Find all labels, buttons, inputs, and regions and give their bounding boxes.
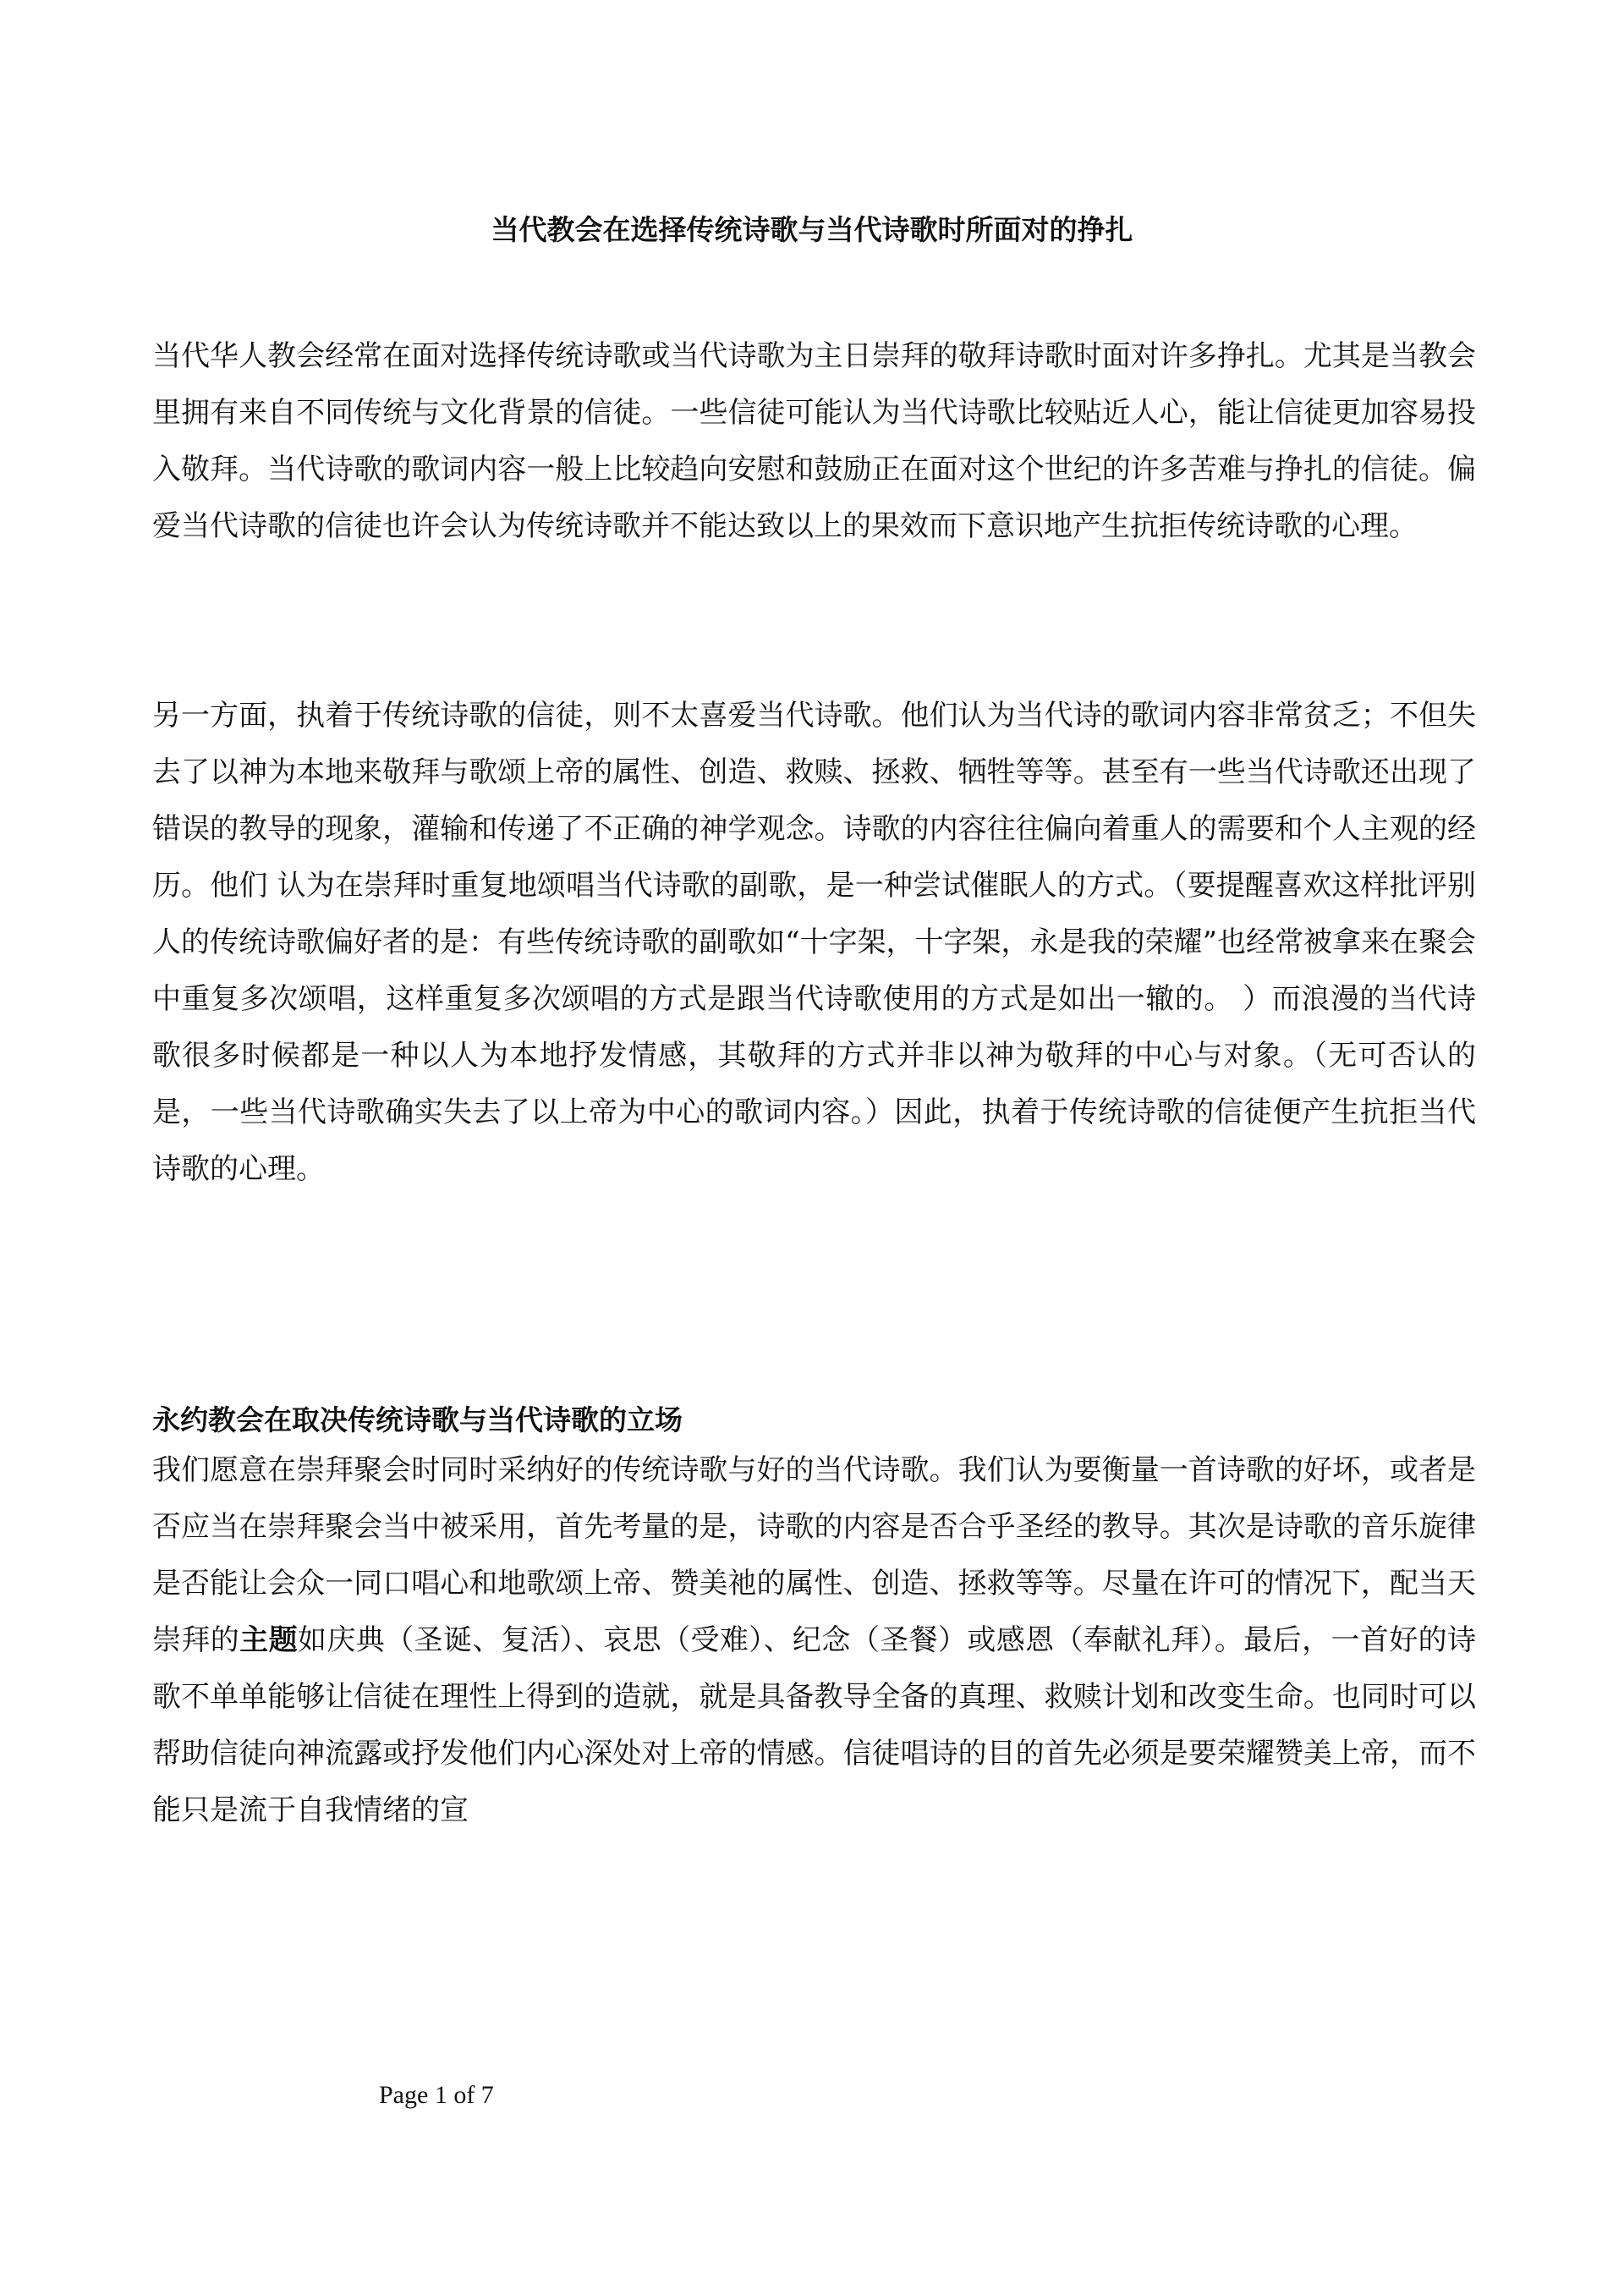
page-number-footer: Page 1 of 7	[379, 2081, 494, 2109]
document-title: 当代教会在选择传统诗歌与当代诗歌时所面对的挣扎	[491, 213, 1133, 246]
paragraph-traditional-preference: 另一方面，执着于传统诗歌的信徒，则不太喜爱当代诗歌。他们认为当代诗的歌词内容非常贫乏；不但失去了以神为本地来敬拜与歌颂上帝的属性、创造、救赎、拯救、牺牲等等。甚至有一些当代诗歌还出现了错误的教导的现象，灌输和传递了不正确的神学观念。诗歌的内容往往偏向着重人的需要和个人主观的经历。他们 认为在崇拜时重复地颂唱当代诗歌的副歌，是一种尝试催眠人的方式。（要提醒喜欢这样批评别人的传统诗歌偏好者的是：有些传统诗歌的副歌如“十字架，十字架，永是我的荣耀”也经常被拿来在聚会中重复多次颂唱，这样重复多次颂唱的方式是跟当代诗歌使用的方式是如出一辙的。 ）而浪漫的当代诗歌很多时候都是一种以人为本地抒发情感，其敬拜的方式并非以神为敬拜的中心与对象。（无可否认的是，一些当代诗歌确实失去了以上帝为中心的歌词内容。）因此，执着于传统诗歌的信徒便产生抗拒当代诗歌的心理。	[152, 699, 1476, 1186]
paragraph-church-position	[152, 1442, 1476, 1839]
paragraph-contemporary-preference: 当代华人教会经常在面对选择传统诗歌或当代诗歌为主日崇拜的敬拜诗歌时面对许多挣扎。尤其是当教会里拥有来自不同传统与文化背景的信徒。一些信徒可能认为当代诗歌比较贴近人心，能让信徒更加容易投入敬拜。当代诗歌的歌词内容一般上比较趋向安慰和鼓励正在面对这个世纪的许多苦难与挣扎的信徒。偏爱当代诗歌的信徒也许会认为传统诗歌并不能达致以上的果效而下意识地产生抗拒传统诗歌的心理。	[152, 339, 1476, 543]
paragraph-text-before: 我们愿意在崇拜聚会时同时采纳好的传统诗歌与好的当代诗歌。我们认为要衡量一首诗歌的好坏，或者是否应当在崇拜聚会当中被采用，首先考量的是，诗歌的内容是否合乎圣经的教导。其次是诗歌的音乐旋律是否能让会众一同口唱心和地歌颂上帝、赞美祂的属性、创造、拯救等等。尽量在许可的情况下，配当天崇拜的	[152, 1453, 1476, 1657]
paragraph-text-after: 如庆典（圣诞、复活）、哀思（受难）、纪念（圣餐）或感恩（奉献礼拜）。最后，一首好的诗歌不单单能够让信徒在理性上得到的造就，就是具备教导全备的真理、救赎计划和改变生命。也同时可以帮助信徒向神流露或抒发他们内心深处对上帝的情感。信徒唱诗的目的首先必须是要荣耀赞美上帝，而不能只是流于自我情绪的宣	[152, 1623, 1477, 1827]
section-heading: 永约教会在取决传统诗歌与当代诗歌的立场	[152, 1403, 683, 1436]
theme-keyword: 主题	[239, 1623, 298, 1657]
